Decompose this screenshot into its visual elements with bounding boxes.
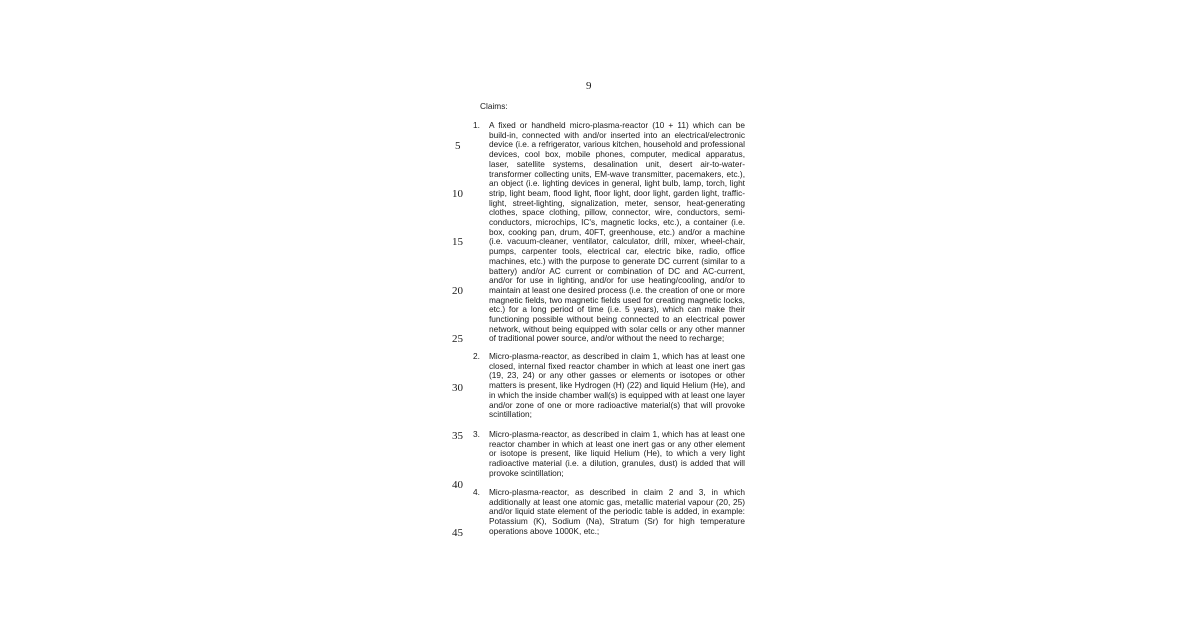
claim-number: 1. <box>473 120 480 130</box>
claim-4 <box>473 488 745 537</box>
claim-2 <box>473 352 745 420</box>
page-number: 9 <box>586 80 592 92</box>
claims-heading: Claims: <box>480 101 508 111</box>
claim-number: 3. <box>473 429 480 439</box>
claim-3 <box>473 430 745 479</box>
line-number: 45 <box>452 527 463 539</box>
line-number: 15 <box>452 236 463 248</box>
claim-number: 2. <box>473 351 480 361</box>
line-number: 5 <box>455 140 461 152</box>
claim-text: Micro-plasma-reactor, as described in claim 2 and 3, in which additionally at least one atomic gas, metallic material vapour (20, 25) and/or liquid state element of the periodic table is added, in example: Potassium (K), Sodium (Na), Stratum (Sr) for high temperature operations above 1000K, etc.; <box>489 487 745 536</box>
claim-text: Micro-plasma-reactor, as described in claim 1, which has at least one reactor chamber in which at least one inert gas or any other element or isotope is present, like liquid Helium (He), to which a very light radioactive material (i.e. a dilution, granules, dust) is added that will provoke scintillation; <box>489 429 745 478</box>
line-number: 25 <box>452 333 463 345</box>
claim-text: A fixed or handheld micro-plasma-reactor (10 + 11) which can be build-in, connected with and/or inserted into an electrical/electronic device (i.e. a refrigerator, various kitchen, household and professional devices, cool box, mobile phones, computer, medical apparatus, laser, satellite systems, desalination unit, desert air-to-water-transformer collecting units, EM-wave transmitter, pacemakers, etc.), an object (i.e. lighting devices in general, light bulb, lamp, torch, light strip, light beam, flood light, floor light, door light, garden light, traffic-light, street-lighting, signalization, meter, sensor, heat-generating clothes, space clothing, pillow, connector, wire, conductors, semi-conductors, microchips, IC's, magnetic locks, etc.), a container (i.e. box, cooking pan, drum, 40FT, greenhouse, etc.) and/or a machine (i.e. vacuum-cleaner, ventilator, calculator, drill, mixer, wheel-chair, pumps, carpenter tools, electrical car, electric bike, radio, office machines, etc.) with the purpose to generate DC current (similar to a battery) and/or AC current or combination of DC and AC-current, and/or for use in lighting, and/or for use heating/cooling, and/or to maintain at least one desired process (i.e. the creation of one or more magnetic fields, two magnetic fields used for creating magnetic locks, etc.) for a long period of time (i.e. 5 years), which can make their functioning possible without being connected to an electrical power network, without being equipped with solar cells or any other manner of traditional power source, and/or without the need to recharge; <box>489 120 745 344</box>
line-number: 35 <box>452 430 463 442</box>
claim-text: Micro-plasma-reactor, as described in claim 1, which has at least one closed, internal fixed reactor chamber in which at least one inert gas (19, 23, 24) or any other gasses or elements or isotopes or other matters is present, like Hydrogen (H) (22) and liquid Helium (He), and in which the inside chamber wall(s) is equipped with at least one layer and/or zone of one or more radioactive material(s) that will provoke scintillation; <box>489 351 745 420</box>
line-number: 30 <box>452 382 463 394</box>
claim-1 <box>473 121 745 344</box>
line-number: 10 <box>452 188 463 200</box>
line-number: 40 <box>452 479 463 491</box>
line-number: 20 <box>452 285 463 297</box>
claim-number: 4. <box>473 487 480 497</box>
